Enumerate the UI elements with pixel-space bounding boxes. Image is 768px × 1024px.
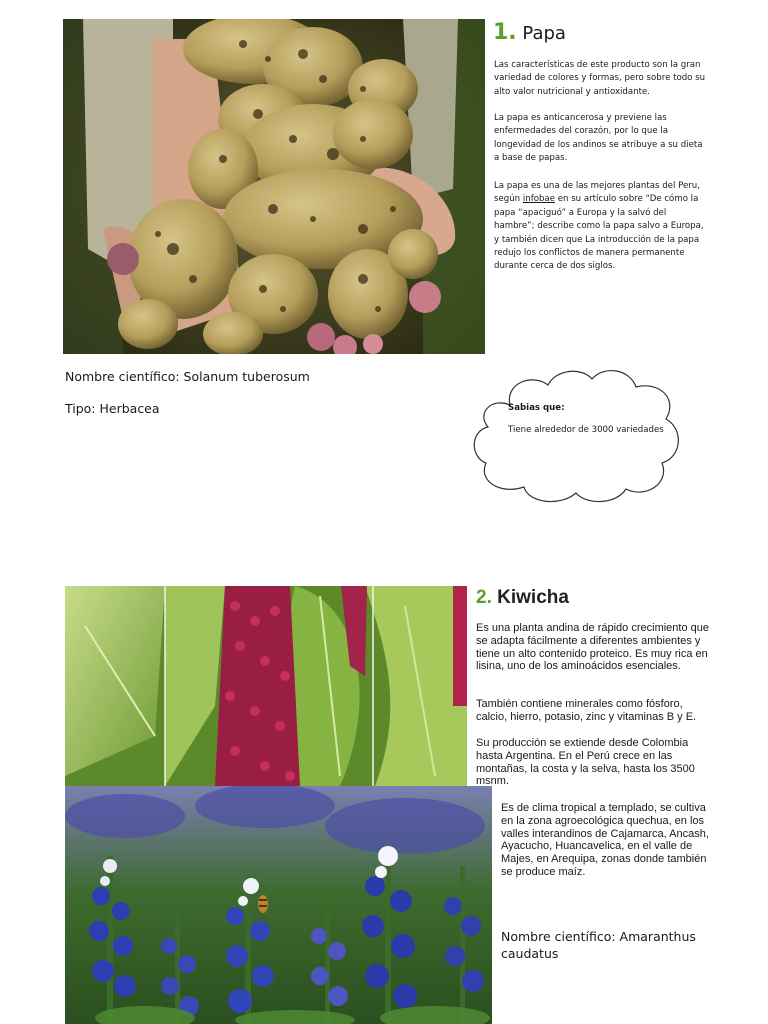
papa-paragraph-3-start: La papa es una de las mejores plantas del Peru, según xyxy=(494,181,700,205)
kiwicha-paragraph-1: Es una planta andina de rápido crecimiento que se adapta fácilmente a diferentes ambientes y tiene un alto contenido proteico. Es muy rica en lisina, uno de los aminoácidos esenciales. xyxy=(476,622,709,673)
lupine-photo-art xyxy=(65,786,492,1024)
amaranth-photo-art xyxy=(65,586,467,786)
papa-plant-type: Tipo: Herbacea xyxy=(65,401,160,416)
amaranth-photo xyxy=(65,586,467,786)
papa-scientific-name: Nombre científico: Solanum tuberosum xyxy=(65,369,310,384)
section-title-text: Papa xyxy=(522,23,566,44)
potato-photo xyxy=(63,19,485,354)
lupine-photo xyxy=(65,786,492,1024)
section-number: 1. xyxy=(493,20,517,45)
kiwicha-scientific-name: Nombre científico: Amaranthus caudatus xyxy=(501,929,696,961)
papa-paragraph-1: Las características de este producto son la gran variedad de colores y formas, pero sobre todo su alto valor nutricional y antioxidante. xyxy=(494,60,706,97)
section-title-papa xyxy=(493,20,566,45)
kiwicha-paragraph-4: Es de clima tropical a templado, se cultiva en la zona agroecológica quechua, en los valles interandinos de Cajamarca, Ancash, Ayacucho, Huancavelica, en el valle de Majes, en Arequipa, zonas donde también se produce maíz. xyxy=(501,802,709,878)
fact-heading: Sabias que: xyxy=(508,403,565,413)
papa-paragraph-3 xyxy=(494,180,709,274)
section-number: 2. xyxy=(476,587,492,608)
section-title-text: Kiwicha xyxy=(497,587,569,608)
fact-cloud-shape xyxy=(470,365,682,505)
section-title-kiwicha xyxy=(476,587,569,609)
kiwicha-paragraph-3: Su producción se extiende desde Colombia hasta Argentina. En el Perú crece en las montañas, la costa y la selva, hasta los 3500 msnm. xyxy=(476,737,695,788)
potato-photo-art xyxy=(63,19,485,354)
infobae-link[interactable]: infobae xyxy=(522,194,555,205)
papa-paragraph-3-end: en su artículo sobre “De cómo la papa “apaciguó” a Europa y la salvó del hambre”; describe como la papa salvo a Europa, y también dicen que La introducción de la papa redujo los conflictos de manera permanente durante cerca de dos siglos. xyxy=(494,194,704,272)
fact-text: Tiene alrededor de 3000 variedades xyxy=(508,425,664,435)
kiwicha-paragraph-2: También contiene minerales como fósforo, calcio, hierro, potasio, zinc y vitaminas B y E. xyxy=(476,698,697,723)
papa-paragraph-2: La papa es anticancerosa y previene las enfermedades del corazón, por lo que la longevidad de los andinos se atribuye a su dieta a base de papas. xyxy=(494,113,703,164)
